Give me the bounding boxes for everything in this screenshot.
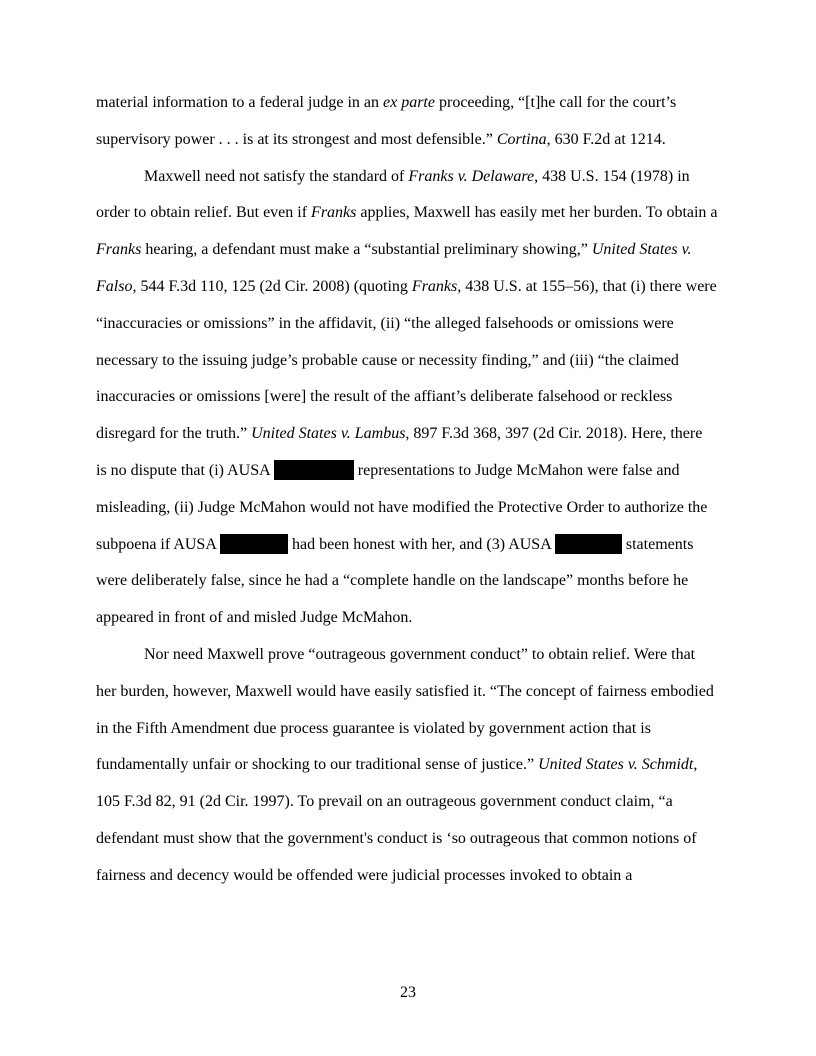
text-line [96, 269, 720, 306]
text-line [96, 747, 720, 784]
text-run: applies, Maxwell has easily met her burden. To obtain a [356, 204, 718, 222]
text-run: representations to Judge McMahon were false and [353, 461, 680, 479]
text-line [96, 527, 720, 564]
page-number: 23 [400, 984, 416, 1001]
text-run-italic: United States v. Schmidt [538, 756, 694, 774]
text-run: Maxwell need not satisfy the standard of [144, 167, 409, 185]
text-line [96, 711, 720, 748]
text-run: supervisory power . . . is at its strongest and most defensible.” [96, 130, 497, 148]
text-line [96, 122, 720, 159]
text-run: defendant must show that the government's conduct is ‘so outrageous that common notions of [96, 829, 697, 847]
text-line [96, 637, 720, 674]
text-run: , 897 F.3d 368, 397 (2d Cir. 2018). Here, there [405, 425, 703, 443]
text-run: necessary to the issuing judge’s probable cause or necessity finding,” and (iii) “the claimed [96, 351, 679, 369]
text-line [96, 490, 720, 527]
text-run: statements [621, 535, 694, 553]
text-run-italic: ex parte [383, 94, 435, 111]
text-run-italic: United States v. [591, 241, 692, 259]
redaction-box [555, 534, 622, 554]
text-run: were deliberately false, since he had a “complete handle on the landscape” months before he [96, 572, 689, 590]
text-run: 105 F.3d 82, 91 (2d Cir. 1997). To prevail on an outrageous government conduct claim, “a [96, 793, 673, 811]
text-run: proceeding, “[t]he call for the court’s [434, 94, 677, 111]
text-run: subpoena if AUSA [96, 535, 220, 553]
text-run: inaccuracies or omissions [were] the result of the affiant’s deliberate falsehood or reckless [96, 388, 673, 406]
text-run: in the Fifth Amendment due process guarantee is violated by government action that is [96, 719, 651, 737]
text-run: fairness and decency would be offended were judicial processes invoked to obtain a [96, 866, 633, 884]
text-run: , 438 U.S. at 155–56), that (i) there were [457, 277, 717, 295]
text-run: material information to a federal judge in an [96, 94, 383, 111]
text-line [96, 379, 720, 416]
text-line [96, 821, 720, 858]
text-line [96, 453, 720, 490]
text-run-italic: Franks [411, 277, 458, 295]
text-line [96, 343, 720, 380]
text-run: fundamentally unfair or shocking to our traditional sense of justice.” [96, 756, 539, 774]
text-run: her burden, however, Maxwell would have easily satisfied it. “The concept of fairness embodied [96, 682, 714, 700]
text-run: , 544 F.3d 110, 125 (2d Cir. 2008) (quoting [132, 277, 412, 295]
text-line [96, 232, 720, 269]
text-line [96, 563, 720, 600]
text-line [96, 85, 720, 122]
text-run: “inaccuracies or omissions” in the affidavit, (ii) “the alleged falsehoods or omissions were [96, 314, 674, 332]
text-run: disregard for the truth.” [96, 425, 252, 443]
redaction-box [274, 460, 354, 480]
text-run: is no dispute that (i) AUSA [96, 461, 274, 479]
text-run: order to obtain relief. But even if [96, 204, 312, 222]
text-run-italic: Falso [96, 277, 133, 295]
text-line [96, 784, 720, 821]
text-line [96, 195, 720, 232]
text-run: , 630 F.2d at 1214. [546, 130, 666, 148]
redaction-box [220, 534, 288, 554]
text-line [96, 600, 720, 637]
text-run: Nor need Maxwell prove “outrageous government conduct” to obtain relief. Were that [144, 645, 696, 663]
text-line [96, 159, 720, 196]
text-run: appeared in front of and misled Judge McMahon. [96, 609, 413, 627]
text-run: , [693, 756, 698, 774]
text-line [96, 306, 720, 343]
text-run-italic: Franks [96, 241, 142, 259]
text-run: , 438 U.S. 154 (1978) in [534, 167, 690, 185]
text-line [96, 858, 720, 895]
text-run-italic: Cortina [496, 130, 547, 148]
text-run-italic: United States v. Lambus [251, 425, 406, 443]
text-run: hearing, a defendant must make a “substantial preliminary showing,” [141, 241, 592, 259]
text-run: misleading, (ii) Judge McMahon would not have modified the Protective Order to authorize the [96, 498, 708, 516]
text-line [96, 674, 720, 711]
text-run-italic: Franks v. Delaware [408, 167, 535, 185]
document-body [96, 85, 720, 895]
text-line [96, 416, 720, 453]
text-run: had been honest with her, and (3) AUSA [288, 535, 555, 553]
text-run-italic: Franks [311, 204, 357, 222]
